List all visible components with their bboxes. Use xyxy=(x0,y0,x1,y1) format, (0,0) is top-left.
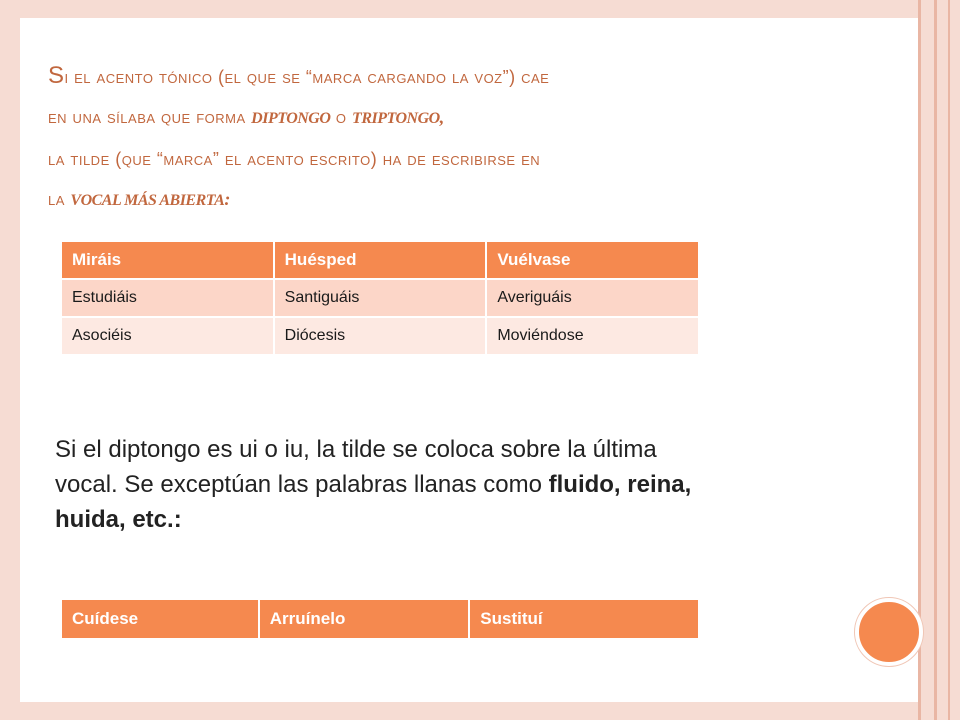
title-line-4 xyxy=(48,179,828,221)
table-header-cell: Vuélvase xyxy=(486,241,699,279)
title-text: la tilde (que “marca” el acento escrito) ha de escribirse en xyxy=(48,149,541,169)
table-header-cell: Huésped xyxy=(274,241,487,279)
title-line-1 xyxy=(48,56,828,97)
stripe-line xyxy=(948,0,950,720)
table-cell: Diócesis xyxy=(274,317,487,355)
table-header-row xyxy=(61,241,699,279)
title-text: o xyxy=(330,107,353,127)
table-header-cell: Sustituí xyxy=(469,599,699,639)
table-row xyxy=(61,317,699,355)
examples-table-ui-iu xyxy=(60,598,700,640)
table-header-row xyxy=(61,599,699,639)
table-cell: Moviéndose xyxy=(486,317,699,355)
decorative-stripes xyxy=(918,0,960,720)
title-text: en una sílaba que forma xyxy=(48,107,252,127)
table-cell: Estudiáis xyxy=(61,279,274,317)
slide-title xyxy=(48,56,828,221)
title-text: : xyxy=(224,189,230,209)
decorative-circle xyxy=(855,598,923,666)
note-text: Si el diptongo es ui o iu, la tilde se coloca sobre la última vocal. Se exceptúan las palabras llanas como xyxy=(55,436,657,498)
table-header-cell: Cuídese xyxy=(61,599,259,639)
table-header-cell: Arruínelo xyxy=(259,599,470,639)
table-cell: Averiguáis xyxy=(486,279,699,317)
title-line-3 xyxy=(48,139,828,179)
table-row xyxy=(61,279,699,317)
title-emphasis: TRIPTONGO xyxy=(352,110,440,127)
stripe-line xyxy=(934,0,937,720)
title-emphasis: VOCAL MÁS ABIERTA xyxy=(70,192,225,209)
title-text: , xyxy=(439,107,444,127)
title-text: la xyxy=(48,189,71,209)
title-emphasis: DIPTONGO xyxy=(251,110,331,127)
title-line-2 xyxy=(48,97,828,139)
diptongo-note xyxy=(55,432,705,537)
stripe-line xyxy=(918,0,921,720)
title-initial: S xyxy=(48,62,65,89)
table-header-cell: Miráis xyxy=(61,241,274,279)
title-text: i el acento tónico (el que se “marca cargando la voz”) cae xyxy=(64,67,550,87)
table-cell: Asociéis xyxy=(61,317,274,355)
note-examples: fluido, reina, huida, etc.: xyxy=(55,471,692,533)
examples-table xyxy=(60,240,700,356)
table-cell: Santiguáis xyxy=(274,279,487,317)
